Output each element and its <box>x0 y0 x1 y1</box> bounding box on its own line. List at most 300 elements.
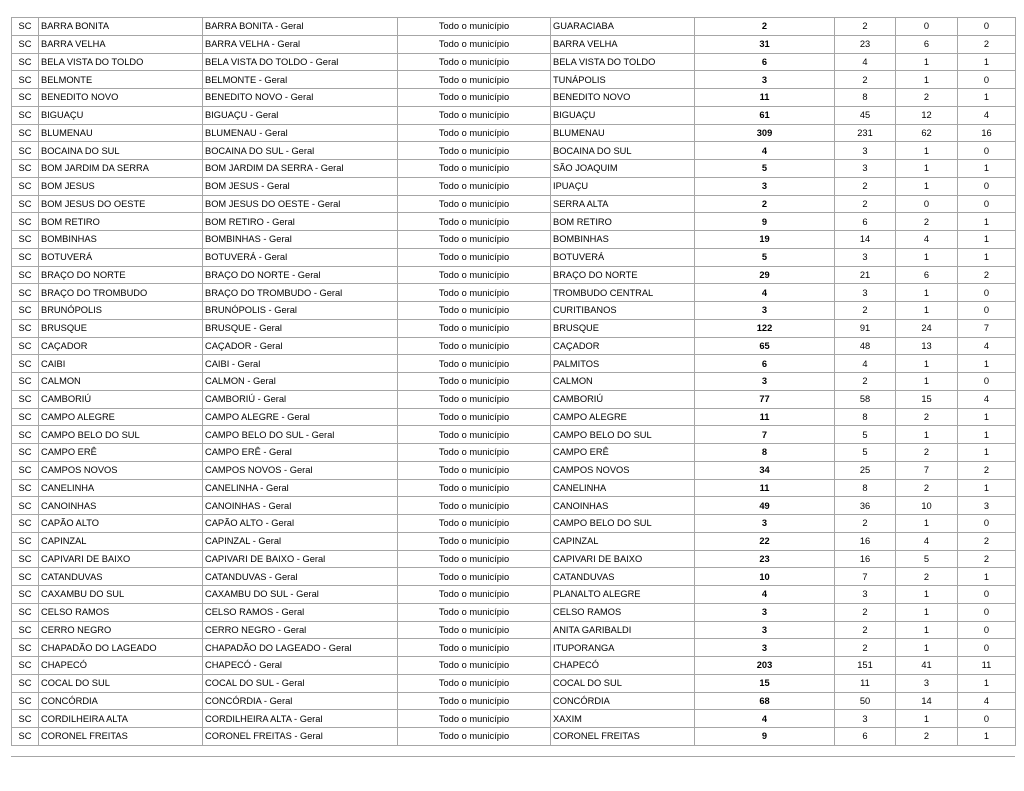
coverage-cell: Todo o município <box>398 266 551 284</box>
municipality-cell: CORDILHEIRA ALTA <box>39 710 203 728</box>
count-c-cell: 1 <box>958 444 1016 462</box>
headquarters-cell: CAMPO BELO DO SUL <box>551 426 695 444</box>
table-row <box>12 550 1016 568</box>
count-b-cell: 1 <box>896 710 958 728</box>
municipality-cell: CAXAMBU DO SUL <box>39 586 203 604</box>
uf-cell: SC <box>12 355 39 373</box>
headquarters-cell: CELSO RAMOS <box>551 603 695 621</box>
area-cell: CORONEL FREITAS - Geral <box>203 728 398 746</box>
count-c-cell: 1 <box>958 231 1016 249</box>
count-a-cell: 7 <box>835 568 896 586</box>
coverage-cell: Todo o município <box>398 18 551 36</box>
coverage-cell: Todo o município <box>398 124 551 142</box>
area-cell: CALMON - Geral <box>203 373 398 391</box>
coverage-cell: Todo o município <box>398 53 551 71</box>
count-a-cell: 4 <box>835 355 896 373</box>
uf-cell: SC <box>12 248 39 266</box>
count-a-cell: 3 <box>835 284 896 302</box>
count-c-cell: 2 <box>958 266 1016 284</box>
count-b-cell: 1 <box>896 284 958 302</box>
count-a-cell: 3 <box>835 248 896 266</box>
uf-cell: SC <box>12 71 39 89</box>
municipality-cell: CHAPECÓ <box>39 657 203 675</box>
count-a-cell: 2 <box>835 18 896 36</box>
area-cell: BOM JESUS - Geral <box>203 177 398 195</box>
area-cell: CAMPOS NOVOS - Geral <box>203 461 398 479</box>
area-cell: CAPIVARI DE BAIXO - Geral <box>203 550 398 568</box>
municipality-cell: CAPIVARI DE BAIXO <box>39 550 203 568</box>
area-cell: CAIBI - Geral <box>203 355 398 373</box>
count-b-cell: 2 <box>896 568 958 586</box>
headquarters-cell: CORONEL FREITAS <box>551 728 695 746</box>
table-row <box>12 692 1016 710</box>
total-cell: 77 <box>695 390 835 408</box>
table-row <box>12 497 1016 515</box>
table-row <box>12 142 1016 160</box>
total-cell: 9 <box>695 728 835 746</box>
municipality-cell: BOM JARDIM DA SERRA <box>39 160 203 178</box>
count-a-cell: 231 <box>835 124 896 142</box>
municipality-table <box>11 17 1016 746</box>
total-cell: 3 <box>695 177 835 195</box>
total-cell: 31 <box>695 35 835 53</box>
area-cell: CAÇADOR - Geral <box>203 337 398 355</box>
count-c-cell: 1 <box>958 674 1016 692</box>
count-b-cell: 24 <box>896 319 958 337</box>
headquarters-cell: CAMBORIÚ <box>551 390 695 408</box>
count-a-cell: 2 <box>835 373 896 391</box>
table-row <box>12 71 1016 89</box>
table-row <box>12 53 1016 71</box>
table-row <box>12 177 1016 195</box>
count-b-cell: 1 <box>896 53 958 71</box>
count-b-cell: 6 <box>896 266 958 284</box>
count-c-cell: 0 <box>958 142 1016 160</box>
area-cell: BRAÇO DO TROMBUDO - Geral <box>203 284 398 302</box>
table-row <box>12 213 1016 231</box>
headquarters-cell: BOM RETIRO <box>551 213 695 231</box>
headquarters-cell: BRUSQUE <box>551 319 695 337</box>
area-cell: CANELINHA - Geral <box>203 479 398 497</box>
table-row <box>12 337 1016 355</box>
total-cell: 3 <box>695 302 835 320</box>
municipality-cell: BOTUVERÁ <box>39 248 203 266</box>
count-b-cell: 1 <box>896 177 958 195</box>
headquarters-cell: BOTUVERÁ <box>551 248 695 266</box>
municipality-cell: BRAÇO DO NORTE <box>39 266 203 284</box>
count-b-cell: 14 <box>896 692 958 710</box>
municipality-cell: BOM JESUS DO OESTE <box>39 195 203 213</box>
area-cell: CAMPO ALEGRE - Geral <box>203 408 398 426</box>
count-c-cell: 2 <box>958 35 1016 53</box>
count-a-cell: 3 <box>835 586 896 604</box>
headquarters-cell: BRAÇO DO NORTE <box>551 266 695 284</box>
coverage-cell: Todo o município <box>398 461 551 479</box>
count-a-cell: 3 <box>835 160 896 178</box>
count-c-cell: 0 <box>958 710 1016 728</box>
count-b-cell: 1 <box>896 71 958 89</box>
uf-cell: SC <box>12 603 39 621</box>
count-b-cell: 6 <box>896 35 958 53</box>
municipality-cell: CAMPO ALEGRE <box>39 408 203 426</box>
count-b-cell: 1 <box>896 603 958 621</box>
headquarters-cell: CANOINHAS <box>551 497 695 515</box>
coverage-cell: Todo o município <box>398 337 551 355</box>
count-b-cell: 1 <box>896 373 958 391</box>
uf-cell: SC <box>12 532 39 550</box>
count-a-cell: 2 <box>835 71 896 89</box>
total-cell: 309 <box>695 124 835 142</box>
headquarters-cell: BOMBINHAS <box>551 231 695 249</box>
total-cell: 23 <box>695 550 835 568</box>
uf-cell: SC <box>12 89 39 107</box>
table-row <box>12 657 1016 675</box>
table-row <box>12 248 1016 266</box>
table-row <box>12 195 1016 213</box>
coverage-cell: Todo o município <box>398 586 551 604</box>
total-cell: 5 <box>695 248 835 266</box>
area-cell: CANOINHAS - Geral <box>203 497 398 515</box>
area-cell: BOMBINHAS - Geral <box>203 231 398 249</box>
count-a-cell: 2 <box>835 639 896 657</box>
count-c-cell: 1 <box>958 89 1016 107</box>
headquarters-cell: PLANALTO ALEGRE <box>551 586 695 604</box>
count-b-cell: 5 <box>896 550 958 568</box>
headquarters-cell: CAMPO BELO DO SUL <box>551 515 695 533</box>
uf-cell: SC <box>12 142 39 160</box>
count-a-cell: 5 <box>835 426 896 444</box>
uf-cell: SC <box>12 586 39 604</box>
count-c-cell: 0 <box>958 18 1016 36</box>
area-cell: BARRA BONITA - Geral <box>203 18 398 36</box>
table-row <box>12 373 1016 391</box>
total-cell: 3 <box>695 621 835 639</box>
coverage-cell: Todo o município <box>398 657 551 675</box>
count-b-cell: 13 <box>896 337 958 355</box>
total-cell: 15 <box>695 674 835 692</box>
count-b-cell: 7 <box>896 461 958 479</box>
area-cell: CAXAMBU DO SUL - Geral <box>203 586 398 604</box>
total-cell: 122 <box>695 319 835 337</box>
total-cell: 9 <box>695 213 835 231</box>
count-b-cell: 1 <box>896 302 958 320</box>
table-row <box>12 444 1016 462</box>
uf-cell: SC <box>12 515 39 533</box>
uf-cell: SC <box>12 390 39 408</box>
count-a-cell: 3 <box>835 710 896 728</box>
table-row <box>12 515 1016 533</box>
uf-cell: SC <box>12 497 39 515</box>
uf-cell: SC <box>12 106 39 124</box>
municipality-cell: CHAPADÃO DO LAGEADO <box>39 639 203 657</box>
count-b-cell: 2 <box>896 728 958 746</box>
headquarters-cell: COCAL DO SUL <box>551 674 695 692</box>
count-b-cell: 4 <box>896 231 958 249</box>
count-c-cell: 1 <box>958 479 1016 497</box>
headquarters-cell: CAMPO ALEGRE <box>551 408 695 426</box>
coverage-cell: Todo o município <box>398 390 551 408</box>
table-row <box>12 479 1016 497</box>
count-c-cell: 0 <box>958 71 1016 89</box>
count-c-cell: 0 <box>958 284 1016 302</box>
total-cell: 11 <box>695 89 835 107</box>
municipality-cell: BARRA BONITA <box>39 18 203 36</box>
coverage-cell: Todo o município <box>398 35 551 53</box>
count-a-cell: 45 <box>835 106 896 124</box>
uf-cell: SC <box>12 35 39 53</box>
area-cell: BOM RETIRO - Geral <box>203 213 398 231</box>
count-c-cell: 4 <box>958 390 1016 408</box>
area-cell: CAPINZAL - Geral <box>203 532 398 550</box>
municipality-cell: CAMPO ERÊ <box>39 444 203 462</box>
coverage-cell: Todo o município <box>398 710 551 728</box>
total-cell: 6 <box>695 53 835 71</box>
area-cell: CATANDUVAS - Geral <box>203 568 398 586</box>
count-a-cell: 6 <box>835 728 896 746</box>
count-c-cell: 1 <box>958 728 1016 746</box>
count-a-cell: 16 <box>835 550 896 568</box>
total-cell: 203 <box>695 657 835 675</box>
area-cell: BELMONTE - Geral <box>203 71 398 89</box>
municipality-cell: CORONEL FREITAS <box>39 728 203 746</box>
count-a-cell: 151 <box>835 657 896 675</box>
uf-cell: SC <box>12 124 39 142</box>
total-cell: 4 <box>695 710 835 728</box>
total-cell: 4 <box>695 284 835 302</box>
count-c-cell: 0 <box>958 639 1016 657</box>
count-b-cell: 12 <box>896 106 958 124</box>
area-cell: BLUMENAU - Geral <box>203 124 398 142</box>
table-row <box>12 408 1016 426</box>
document-page <box>11 17 1015 746</box>
count-c-cell: 2 <box>958 550 1016 568</box>
count-a-cell: 11 <box>835 674 896 692</box>
count-b-cell: 41 <box>896 657 958 675</box>
headquarters-cell: CANELINHA <box>551 479 695 497</box>
municipality-cell: BOM JESUS <box>39 177 203 195</box>
municipality-cell: BIGUAÇU <box>39 106 203 124</box>
uf-cell: SC <box>12 692 39 710</box>
uf-cell: SC <box>12 213 39 231</box>
total-cell: 2 <box>695 195 835 213</box>
coverage-cell: Todo o município <box>398 568 551 586</box>
total-cell: 65 <box>695 337 835 355</box>
municipality-cell: BARRA VELHA <box>39 35 203 53</box>
count-a-cell: 5 <box>835 444 896 462</box>
municipality-cell: CELSO RAMOS <box>39 603 203 621</box>
headquarters-cell: CAMPO ERÊ <box>551 444 695 462</box>
count-c-cell: 0 <box>958 302 1016 320</box>
count-c-cell: 1 <box>958 355 1016 373</box>
headquarters-cell: BARRA VELHA <box>551 35 695 53</box>
municipality-cell: BENEDITO NOVO <box>39 89 203 107</box>
headquarters-cell: ANITA GARIBALDI <box>551 621 695 639</box>
uf-cell: SC <box>12 337 39 355</box>
area-cell: CONCÓRDIA - Geral <box>203 692 398 710</box>
coverage-cell: Todo o município <box>398 195 551 213</box>
uf-cell: SC <box>12 657 39 675</box>
table-row <box>12 532 1016 550</box>
count-c-cell: 3 <box>958 497 1016 515</box>
area-cell: CHAPADÃO DO LAGEADO - Geral <box>203 639 398 657</box>
total-cell: 11 <box>695 408 835 426</box>
count-a-cell: 58 <box>835 390 896 408</box>
total-cell: 34 <box>695 461 835 479</box>
table-row <box>12 266 1016 284</box>
uf-cell: SC <box>12 479 39 497</box>
count-a-cell: 2 <box>835 621 896 639</box>
uf-cell: SC <box>12 674 39 692</box>
municipality-cell: BOMBINHAS <box>39 231 203 249</box>
municipality-cell: CAÇADOR <box>39 337 203 355</box>
uf-cell: SC <box>12 18 39 36</box>
municipality-cell: BRUSQUE <box>39 319 203 337</box>
municipality-cell: BOM RETIRO <box>39 213 203 231</box>
table-row <box>12 302 1016 320</box>
headquarters-cell: BENEDITO NOVO <box>551 89 695 107</box>
table-row <box>12 231 1016 249</box>
count-b-cell: 2 <box>896 479 958 497</box>
headquarters-cell: CATANDUVAS <box>551 568 695 586</box>
count-c-cell: 1 <box>958 426 1016 444</box>
count-b-cell: 62 <box>896 124 958 142</box>
table-row <box>12 639 1016 657</box>
count-b-cell: 1 <box>896 248 958 266</box>
table-body <box>12 18 1016 746</box>
count-a-cell: 2 <box>835 515 896 533</box>
municipality-cell: CAMBORIÚ <box>39 390 203 408</box>
coverage-cell: Todo o município <box>398 674 551 692</box>
headquarters-cell: BIGUAÇU <box>551 106 695 124</box>
total-cell: 68 <box>695 692 835 710</box>
headquarters-cell: CONCÓRDIA <box>551 692 695 710</box>
uf-cell: SC <box>12 461 39 479</box>
uf-cell: SC <box>12 319 39 337</box>
count-b-cell: 2 <box>896 213 958 231</box>
headquarters-cell: PALMITOS <box>551 355 695 373</box>
count-b-cell: 1 <box>896 639 958 657</box>
count-c-cell: 2 <box>958 532 1016 550</box>
area-cell: BIGUAÇU - Geral <box>203 106 398 124</box>
municipality-cell: BOCAINA DO SUL <box>39 142 203 160</box>
count-a-cell: 2 <box>835 302 896 320</box>
total-cell: 49 <box>695 497 835 515</box>
count-b-cell: 0 <box>896 18 958 36</box>
municipality-cell: CANELINHA <box>39 479 203 497</box>
total-cell: 8 <box>695 444 835 462</box>
total-cell: 4 <box>695 586 835 604</box>
headquarters-cell: GUARACIABA <box>551 18 695 36</box>
municipality-cell: CATANDUVAS <box>39 568 203 586</box>
count-a-cell: 3 <box>835 142 896 160</box>
headquarters-cell: CAPINZAL <box>551 532 695 550</box>
municipality-cell: CAMPO BELO DO SUL <box>39 426 203 444</box>
coverage-cell: Todo o município <box>398 408 551 426</box>
headquarters-cell: BLUMENAU <box>551 124 695 142</box>
headquarters-cell: CAÇADOR <box>551 337 695 355</box>
count-c-cell: 11 <box>958 657 1016 675</box>
coverage-cell: Todo o município <box>398 248 551 266</box>
total-cell: 6 <box>695 355 835 373</box>
table-row <box>12 674 1016 692</box>
coverage-cell: Todo o município <box>398 142 551 160</box>
coverage-cell: Todo o município <box>398 106 551 124</box>
count-b-cell: 1 <box>896 426 958 444</box>
total-cell: 3 <box>695 603 835 621</box>
headquarters-cell: CURITIBANOS <box>551 302 695 320</box>
coverage-cell: Todo o município <box>398 160 551 178</box>
table-row <box>12 160 1016 178</box>
count-c-cell: 1 <box>958 568 1016 586</box>
table-row <box>12 319 1016 337</box>
uf-cell: SC <box>12 408 39 426</box>
area-cell: CAMPO BELO DO SUL - Geral <box>203 426 398 444</box>
area-cell: BRUSQUE - Geral <box>203 319 398 337</box>
municipality-cell: CAMPOS NOVOS <box>39 461 203 479</box>
count-b-cell: 15 <box>896 390 958 408</box>
total-cell: 11 <box>695 479 835 497</box>
municipality-cell: COCAL DO SUL <box>39 674 203 692</box>
count-a-cell: 2 <box>835 603 896 621</box>
municipality-cell: BLUMENAU <box>39 124 203 142</box>
table-row <box>12 390 1016 408</box>
uf-cell: SC <box>12 621 39 639</box>
count-b-cell: 1 <box>896 355 958 373</box>
headquarters-cell: CAMPOS NOVOS <box>551 461 695 479</box>
page-bottom-rule <box>11 756 1015 757</box>
count-c-cell: 1 <box>958 408 1016 426</box>
municipality-cell: CONCÓRDIA <box>39 692 203 710</box>
municipality-cell: CERRO NEGRO <box>39 621 203 639</box>
count-b-cell: 0 <box>896 195 958 213</box>
area-cell: BOM JARDIM DA SERRA - Geral <box>203 160 398 178</box>
count-a-cell: 8 <box>835 408 896 426</box>
count-c-cell: 0 <box>958 515 1016 533</box>
coverage-cell: Todo o município <box>398 177 551 195</box>
table-row <box>12 603 1016 621</box>
count-c-cell: 7 <box>958 319 1016 337</box>
municipality-cell: BELA VISTA DO TOLDO <box>39 53 203 71</box>
count-a-cell: 2 <box>835 177 896 195</box>
coverage-cell: Todo o município <box>398 373 551 391</box>
area-cell: CAMBORIÚ - Geral <box>203 390 398 408</box>
count-b-cell: 3 <box>896 674 958 692</box>
coverage-cell: Todo o município <box>398 231 551 249</box>
count-a-cell: 21 <box>835 266 896 284</box>
headquarters-cell: BELA VISTA DO TOLDO <box>551 53 695 71</box>
count-b-cell: 1 <box>896 515 958 533</box>
headquarters-cell: SÃO JOAQUIM <box>551 160 695 178</box>
municipality-cell: CANOINHAS <box>39 497 203 515</box>
uf-cell: SC <box>12 177 39 195</box>
total-cell: 7 <box>695 426 835 444</box>
municipality-cell: CAIBI <box>39 355 203 373</box>
count-b-cell: 10 <box>896 497 958 515</box>
headquarters-cell: ITUPORANGA <box>551 639 695 657</box>
coverage-cell: Todo o município <box>398 479 551 497</box>
uf-cell: SC <box>12 728 39 746</box>
table-row <box>12 124 1016 142</box>
count-a-cell: 36 <box>835 497 896 515</box>
count-b-cell: 1 <box>896 160 958 178</box>
table-row <box>12 18 1016 36</box>
total-cell: 29 <box>695 266 835 284</box>
headquarters-cell: TROMBUDO CENTRAL <box>551 284 695 302</box>
area-cell: CORDILHEIRA ALTA - Geral <box>203 710 398 728</box>
count-c-cell: 4 <box>958 106 1016 124</box>
area-cell: BOTUVERÁ - Geral <box>203 248 398 266</box>
headquarters-cell: CALMON <box>551 373 695 391</box>
